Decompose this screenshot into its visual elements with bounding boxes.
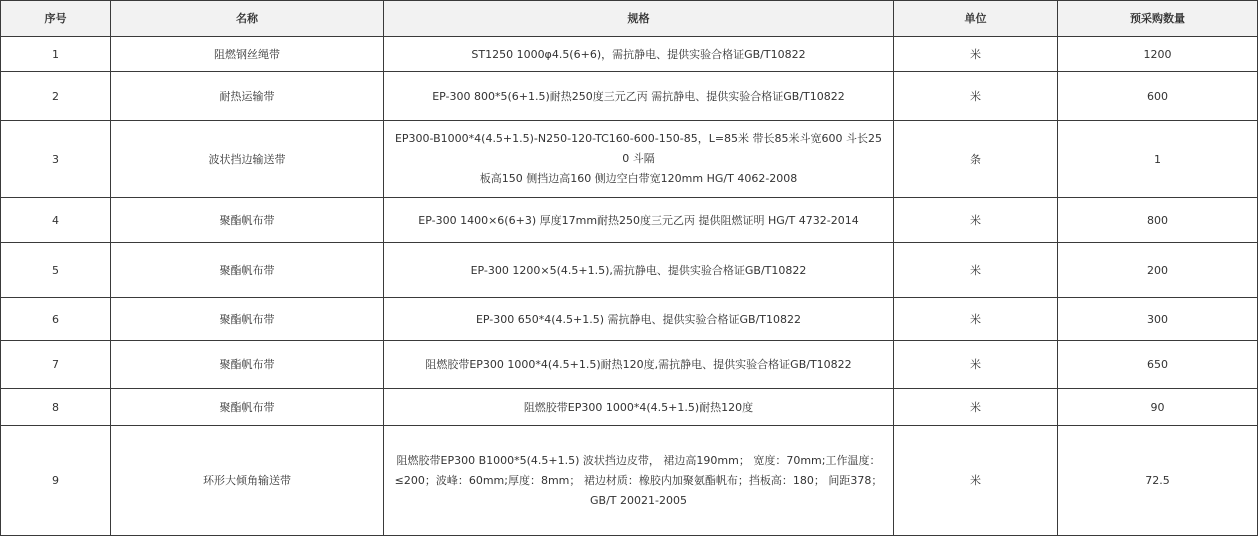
cell-spec <box>384 121 894 198</box>
cell-no: 9 <box>1 426 111 536</box>
spec-line: ≤200；波峰：60mm;厚度：8mm； 裙边材质：橡胶内加聚氨酯帆布；挡板高：180； 间距378； <box>394 473 883 487</box>
header-row <box>1 1 1258 37</box>
cell-no: 6 <box>1 298 111 341</box>
table-row <box>1 37 1258 72</box>
cell-qty: 600 <box>1058 72 1258 121</box>
cell-no: 3 <box>1 121 111 198</box>
cell-spec <box>384 198 894 243</box>
table-row <box>1 426 1258 536</box>
header-unit: 单位 <box>894 1 1058 37</box>
cell-qty: 300 <box>1058 298 1258 341</box>
table-row <box>1 298 1258 341</box>
cell-qty: 90 <box>1058 389 1258 426</box>
cell-no: 4 <box>1 198 111 243</box>
table-row <box>1 72 1258 121</box>
spec-line: EP300-B1000*4(4.5+1.5)-N250-120-TC160-600-150-85，L=85米 带长85米斗宽600 斗长250 斗隔 <box>394 132 883 165</box>
cell-name: 聚酯帆布带 <box>111 243 384 298</box>
table-row <box>1 243 1258 298</box>
cell-name: 耐热运输带 <box>111 72 384 121</box>
spec-line: ST1250 1000φ4.5(6+6)，需抗静电、提供实验合格证GB/T10822 <box>471 47 806 61</box>
cell-unit: 米 <box>894 37 1058 72</box>
cell-qty: 200 <box>1058 243 1258 298</box>
cell-name: 聚酯帆布带 <box>111 198 384 243</box>
cell-name: 环形大倾角输送带 <box>111 426 384 536</box>
cell-unit: 米 <box>894 298 1058 341</box>
spec-line: 阻燃胶带EP300 1000*4(4.5+1.5)耐热120度 <box>523 400 754 414</box>
header-spec: 规格 <box>384 1 894 37</box>
cell-name: 阻燃钢丝绳带 <box>111 37 384 72</box>
cell-no: 1 <box>1 37 111 72</box>
spec-line: EP-300 650*4(4.5+1.5) 需抗静电、提供实验合格证GB/T10822 <box>475 312 802 326</box>
cell-no: 5 <box>1 243 111 298</box>
spec-line: EP-300 1400×6(6+3) 厚度17mm耐热250度三元乙丙 提供阻燃证明 HG/T 4732-2014 <box>418 213 859 227</box>
table-row <box>1 198 1258 243</box>
cell-unit: 米 <box>894 198 1058 243</box>
cell-qty: 800 <box>1058 198 1258 243</box>
spec-line: 阻燃胶带EP300 1000*4(4.5+1.5)耐热120度,需抗静电、提供实验合格证GB/T10822 <box>425 358 852 371</box>
spec-line: EP-300 1200×5(4.5+1.5),需抗静电、提供实验合格证GB/T10822 <box>470 263 807 277</box>
cell-name: 波状挡边输送带 <box>111 121 384 198</box>
cell-qty: 1 <box>1058 121 1258 198</box>
cell-qty: 650 <box>1058 341 1258 389</box>
cell-no: 7 <box>1 341 111 389</box>
cell-spec <box>384 37 894 72</box>
header-name: 名称 <box>111 1 384 37</box>
cell-spec <box>384 243 894 298</box>
cell-unit: 米 <box>894 341 1058 389</box>
cell-name: 聚酯帆布带 <box>111 298 384 341</box>
cell-name: 聚酯帆布带 <box>111 389 384 426</box>
cell-unit: 米 <box>894 72 1058 121</box>
cell-unit: 米 <box>894 426 1058 536</box>
spec-line: 板高150 侧挡边高160 侧边空白带宽120mm HG/T 4062-2008 <box>479 172 798 185</box>
spec-line: GB/T 20021-2005 <box>590 493 687 507</box>
cell-name: 聚酯帆布带 <box>111 341 384 389</box>
cell-unit: 米 <box>894 389 1058 426</box>
cell-spec <box>384 298 894 341</box>
cell-unit: 米 <box>894 243 1058 298</box>
table-row <box>1 121 1258 198</box>
cell-qty: 72.5 <box>1058 426 1258 536</box>
cell-no: 2 <box>1 72 111 121</box>
cell-qty: 1200 <box>1058 37 1258 72</box>
table-row <box>1 341 1258 389</box>
spec-line: EP-300 800*5(6+1.5)耐热250度三元乙丙 需抗静电、提供实验合格证GB/T10822 <box>432 89 845 103</box>
cell-spec <box>384 426 894 536</box>
spec-line: 阻燃胶带EP300 B1000*5(4.5+1.5) 波状挡边皮带， 裙边高190mm； 宽度：70mm;工作温度： <box>396 453 881 467</box>
header-qty: 预采购数量 <box>1058 1 1258 37</box>
cell-spec <box>384 72 894 121</box>
cell-spec <box>384 389 894 426</box>
cell-spec <box>384 341 894 389</box>
cell-unit: 条 <box>894 121 1058 198</box>
cell-no: 8 <box>1 389 111 426</box>
header-no: 序号 <box>1 1 111 37</box>
table-row <box>1 389 1258 426</box>
